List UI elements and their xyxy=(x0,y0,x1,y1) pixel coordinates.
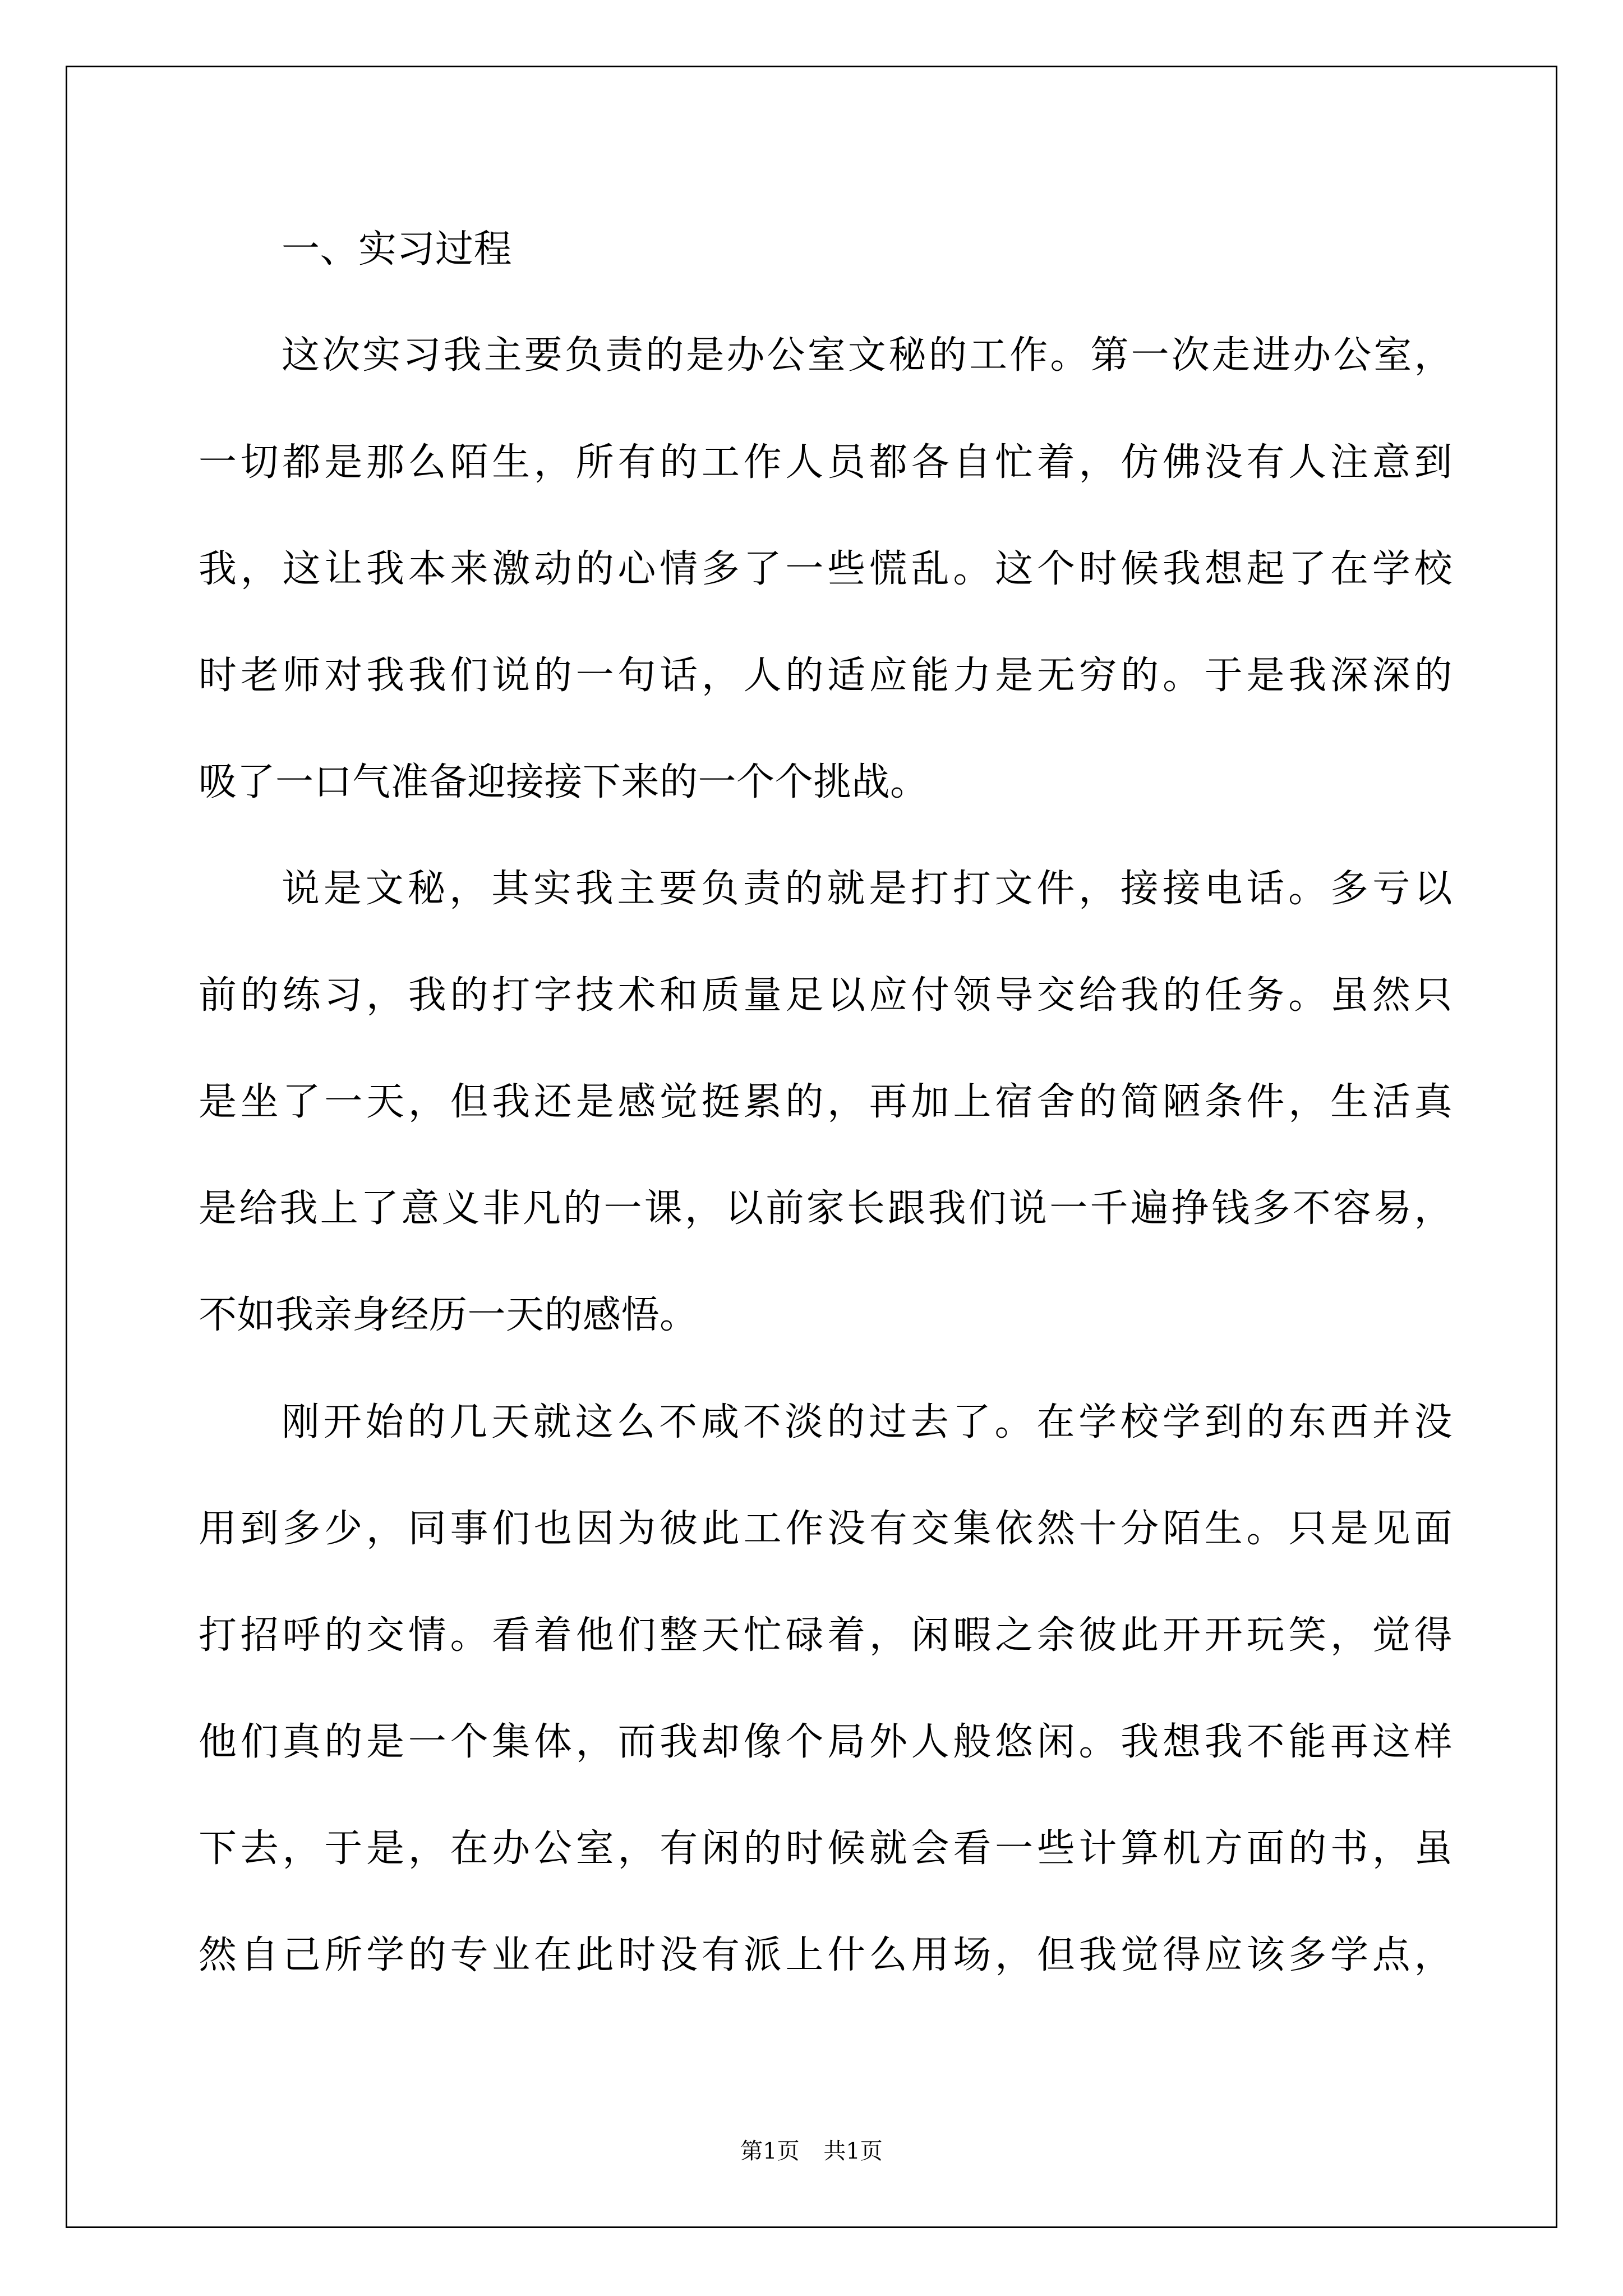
paragraph-3-line-2: 用到多少，同事们也因为彼此工作没有交集依然十分陌生。只是见面 xyxy=(199,1507,1453,1551)
paragraph-3-line-5: 下去，于是，在办公室，有闲的时候就会看一些计算机方面的书，虽 xyxy=(199,1826,1453,1871)
page-border xyxy=(66,66,1557,2228)
paragraph-3-line-4: 他们真的是一个集体，而我却像个局外人般悠闲。我想我不能再这样 xyxy=(199,1720,1453,1764)
paragraph-3-line-6: 然自己所学的专业在此时没有派上什么用场，但我觉得应该多学点， xyxy=(199,1933,1453,1977)
paragraph-1-line-1: 这次实习我主要负责的是办公室文秘的工作。第一次走进办公室， xyxy=(282,333,1453,378)
paragraph-1-line-5: 吸了一口气准备迎接接下来的一个个挑战。 xyxy=(199,760,929,804)
paragraph-2-line-4: 是给我上了意义非凡的一课，以前家长跟我们说一千遍挣钱多不容易， xyxy=(199,1186,1453,1231)
page-number-footer: 第1页 共1页 xyxy=(740,2138,883,2164)
paragraph-2-line-2: 前的练习，我的打字技术和质量足以应付领导交给我的任务。虽然只 xyxy=(199,973,1453,1018)
paragraph-2-line-3: 是坐了一天，但我还是感觉挺累的，再加上宿舍的简陋条件，生活真 xyxy=(199,1080,1453,1124)
paragraph-2-line-5: 不如我亲身经历一天的感悟。 xyxy=(199,1293,698,1337)
paragraph-3-line-3: 打招呼的交情。看着他们整天忙碌着，闲暇之余彼此开开玩笑，觉得 xyxy=(199,1613,1453,1658)
paragraph-1-line-3: 我，这让我本来激动的心情多了一些慌乱。这个时候我想起了在学校 xyxy=(199,547,1453,591)
section-heading: 一、实习过程 xyxy=(282,227,513,272)
paragraph-2-line-1: 说是文秘，其实我主要负责的就是打打文件，接接电话。多亏以 xyxy=(282,867,1453,911)
paragraph-1-line-4: 时老师对我我们说的一句话，人的适应能力是无穷的。于是我深深的 xyxy=(199,654,1453,698)
paragraph-3-line-1: 刚开始的几天就这么不咸不淡的过去了。在学校学到的东西并没 xyxy=(282,1400,1453,1444)
paragraph-1-line-2: 一切都是那么陌生，所有的工作人员都各自忙着，仿佛没有人注意到 xyxy=(199,440,1453,485)
